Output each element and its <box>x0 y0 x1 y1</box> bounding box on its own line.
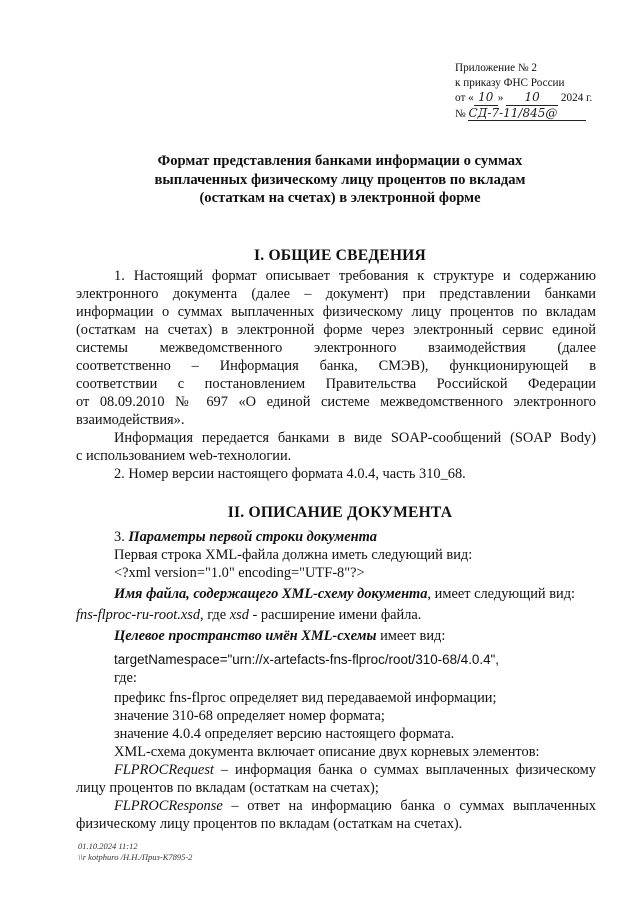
appendix-year: 2024 г. <box>560 92 593 105</box>
where-label: где: <box>114 670 137 686</box>
p1-line: системы межведомственного электронного взаимодействия (далее <box>76 340 596 356</box>
section1-heading: I. ОБЩИЕ СВЕДЕНИЯ <box>254 247 426 264</box>
handwritten-order-number: СД-7-11/845@ <box>468 106 586 122</box>
handwritten-month: 10 <box>506 90 558 106</box>
print-footer: 01.10.2024 11:12 \\r kotphuro /Н.Н./Приз-К7895-2 <box>78 841 193 862</box>
item3-heading: 3. Параметры первой строки документа <box>114 529 377 545</box>
request-paragraph: FLPROCRequest – информация банка о суммах выплаченных физическому лицу процентов по вкладам (остаткам на счетах); <box>76 762 596 796</box>
section2-heading: II. ОПИСАНИЕ ДОКУМЕНТА <box>227 504 453 521</box>
appendix-number: № СД-7-11/845@ <box>455 106 592 122</box>
p1-line: взаимодействия». <box>76 412 185 428</box>
p1-line: электронного документа (далее – документ) при представлении банками <box>76 286 596 302</box>
section1-paragraph2: Информация передается банками в виде SOAP-сообщений (SOAP Body) с использованием web-технологии. <box>76 430 596 464</box>
schema-line: XML-схема документа включает описание двух корневых элементов: <box>114 744 540 760</box>
section2-body <box>76 528 596 833</box>
section1-paragraph3: 2. Номер версии настоящего формата 4.0.4, часть 310_68. <box>114 466 466 482</box>
p1-line: 1. Настоящий формат описывает требования к структуре и содержанию <box>114 268 596 284</box>
appendix-block <box>455 61 592 121</box>
value2-line: значение 4.0.4 определяет версию настоящего формата. <box>114 726 455 742</box>
appendix-date: от « 10 » 10 2024 г. <box>455 90 593 105</box>
value1-line: значение 310-68 определяет номер формата; <box>114 708 385 724</box>
section1-paragraph1 <box>76 267 596 429</box>
p1-line: от 08.09.2010 № 697 «О единой системе межведомственного электронного <box>76 394 596 410</box>
filename-value-line: fns-flproc-ru-root.xsd, где xsd - расширение имени файла. <box>76 607 422 623</box>
handwritten-day: 10 <box>474 90 498 106</box>
appendix-line2: к приказу ФНС России <box>455 76 565 89</box>
section1-body <box>76 267 596 483</box>
xml-declaration: <?xml version="1.0" encoding="UTF-8"?> <box>114 565 365 581</box>
p1-line: соответственно – Информация банка, СМЭВ), функционирующей в <box>76 358 596 374</box>
namespace-value: targetNamespace="urn://x-artefacts-fns-flproc/root/310-68/4.0.4", <box>114 652 500 667</box>
first-line-text: Первая строка XML-файла должна иметь следующий вид: <box>114 547 473 563</box>
p1-line: информации о суммах выплаченных физическому лицу процентов по вкладам <box>76 304 596 320</box>
prefix-line: префикс fns-flproc определяет вид передаваемой информации; <box>114 690 497 706</box>
response-paragraph: FLPROCResponse – ответ на информацию банка о суммах выплаченных физическому лицу процентов по вкладам (остаткам на счетах). <box>76 798 596 832</box>
p1-line: соответствии с постановлением Правительства Российской Федерации <box>76 376 596 392</box>
document-title: Формат представления банками информации о суммах выплаченных физическому лицу процентов по вкладам (остаткам на счетах) в электронной форме <box>154 153 526 206</box>
namespace-line: Целевое пространство имён XML-схемы имеет вид: <box>114 628 446 644</box>
appendix-line1: Приложение № 2 <box>455 62 537 74</box>
filename-line: Имя файла, содержащего XML-схему документа, имеет следующий вид: <box>114 586 576 602</box>
p1-line: (остаткам на счетах) в электронной форме через электронный сервис единой <box>76 322 596 338</box>
